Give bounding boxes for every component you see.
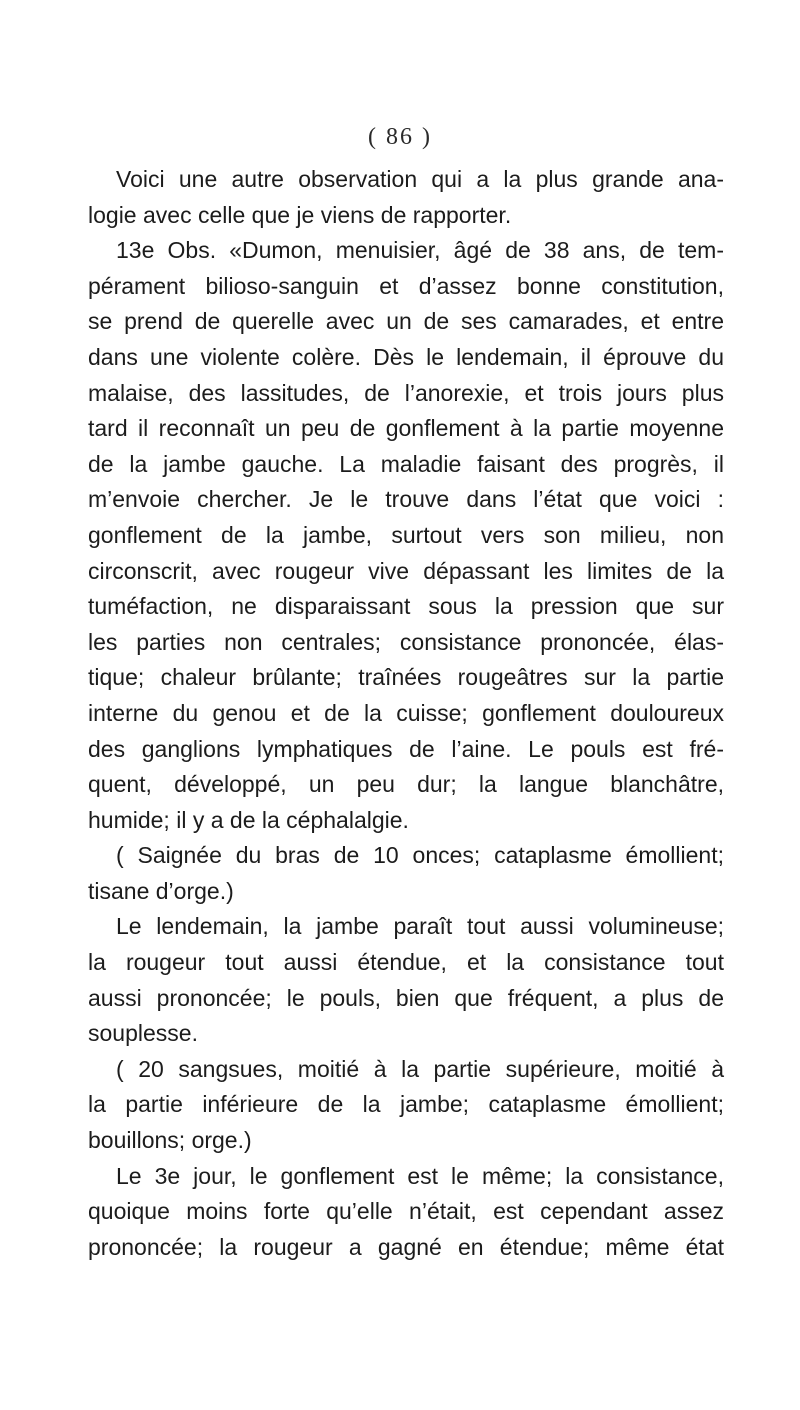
page-number: ( 86 ) <box>368 124 432 150</box>
text-line: les parties non centrales; consistance prononcée, élas- <box>88 628 724 655</box>
text-line: interne du genou et de la cuisse; gonflement douloureux <box>88 699 724 726</box>
text-line: la rougeur tout aussi étendue, et la consistance tout <box>88 949 724 976</box>
text-line: tuméfaction, ne disparaissant sous la pression que sur <box>88 593 724 620</box>
text-line: logie avec celle que je viens de rapporter. <box>88 201 512 228</box>
text-line: quoique moins forte qu’elle n’était, est cependant assez <box>88 1198 724 1225</box>
text-line: ( 20 sangsues, moitié à la partie supérieure, moitié à <box>116 1055 724 1082</box>
text-line: ( Saignée du bras de 10 onces; cataplasme émollient; <box>116 842 724 869</box>
text-line: Voici une autre observation qui a la plus grande ana- <box>116 166 724 192</box>
text-line: humide; il y a de la céphalalgie. <box>88 806 409 833</box>
text-line: circonscrit, avec rougeur vive dépassant les limites de la <box>88 557 724 584</box>
text-line: se prend de querelle avec un de ses camarades, et entre <box>88 308 724 335</box>
text-line: bouillons; orge.) <box>88 1127 252 1154</box>
text-line: souplesse. <box>88 1020 198 1047</box>
text-line: de la jambe gauche. La maladie faisant des progrès, il <box>88 450 724 477</box>
text-line: tique; chaleur brûlante; traînées rougeâtres sur la partie <box>88 664 724 691</box>
body-text <box>88 162 724 1265</box>
text-line: dans une violente colère. Dès le lendemain, il éprouve du <box>88 343 724 370</box>
text-line: gonflement de la jambe, surtout vers son milieu, non <box>88 521 724 548</box>
text-line: la partie inférieure de la jambe; cataplasme émollient; <box>88 1091 724 1118</box>
text-line: aussi prononcée; le pouls, bien que fréquent, a plus de <box>88 984 724 1011</box>
text-line: 13e Obs. «Dumon, menuisier, âgé de 38 ans, de tem- <box>116 237 724 264</box>
text-line: quent, développé, un peu dur; la langue blanchâtre, <box>88 771 724 798</box>
text-line: pérament bilioso-sanguin et d’assez bonne constitution, <box>88 272 724 299</box>
text-line: malaise, des lassitudes, de l’anorexie, et trois jours plus <box>88 379 724 406</box>
text-line: tard il reconnaît un peu de gonflement à la partie moyenne <box>88 415 724 442</box>
text-line: Le lendemain, la jambe paraît tout aussi volumineuse; <box>116 913 724 940</box>
text-line: tisane d’orge.) <box>88 877 234 904</box>
text-line: des ganglions lymphatiques de l’aine. Le pouls est fré- <box>88 735 724 762</box>
text-line: m’envoie chercher. Je le trouve dans l’état que voici : <box>88 486 724 513</box>
text-line: prononcée; la rougeur a gagné en étendue; même état <box>88 1233 724 1260</box>
text-line: Le 3e jour, le gonflement est le même; la consistance, <box>116 1162 724 1189</box>
